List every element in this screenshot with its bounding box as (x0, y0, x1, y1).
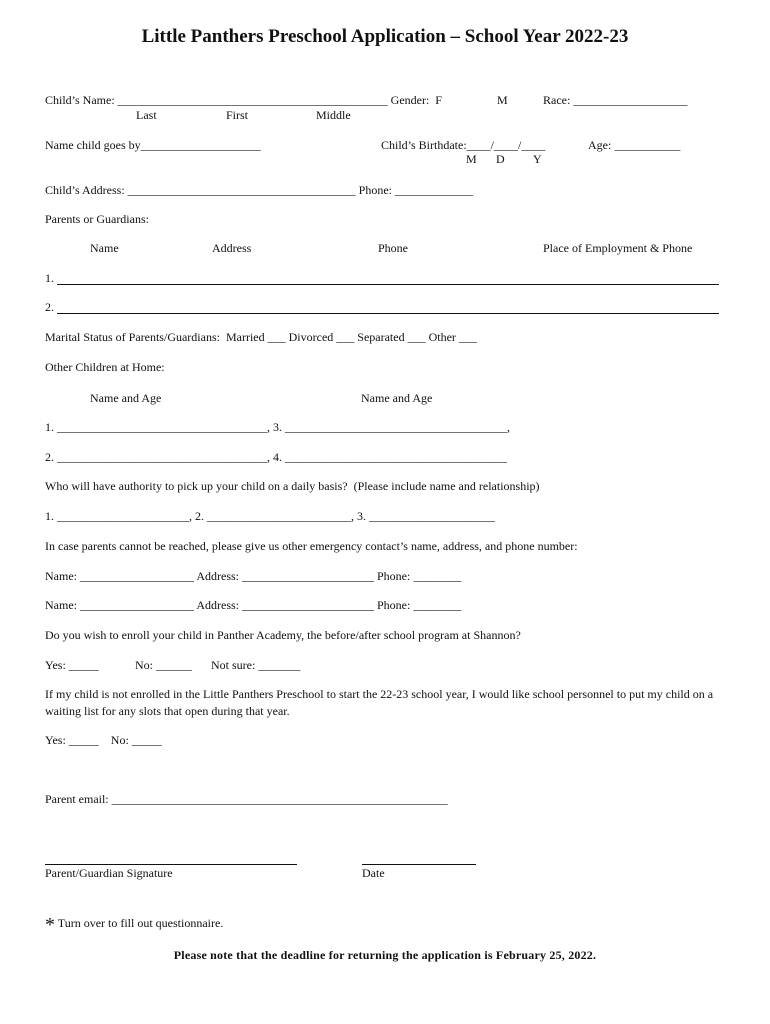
parent-1-line[interactable] (57, 284, 719, 285)
name-age-label-left: Name and Age (90, 391, 162, 405)
parent-1-label: 1. (45, 271, 57, 285)
waiting-list-yes-no[interactable]: Yes: _____ No: _____ (45, 733, 162, 747)
gender-m-option[interactable]: M (497, 93, 508, 107)
asterisk-icon: * (45, 914, 55, 936)
signature-label: Parent/Guardian Signature (45, 866, 173, 880)
academy-not-sure-field[interactable]: Not sure: _______ (211, 658, 301, 672)
column-phone: Phone (378, 241, 408, 255)
birthdate-field[interactable]: Child’s Birthdate:____/____/____ (381, 138, 546, 152)
column-employment: Place of Employment & Phone (543, 241, 693, 255)
birthdate-sublabel-month: M (466, 152, 477, 166)
turn-over-text: Turn over to fill out questionnaire. (55, 916, 224, 930)
birthdate-sublabel-day: D (496, 152, 505, 166)
deadline-note: Please note that the deadline for returning the application is February 25, 2022. (173, 948, 597, 962)
academy-no-field[interactable]: No: ______ (135, 658, 192, 672)
marital-status-field[interactable]: Marital Status of Parents/Guardians: Married ___ Divorced ___ Separated ___ Other ___ (45, 330, 477, 344)
name-age-label-right: Name and Age (361, 391, 433, 405)
date-label: Date (362, 866, 385, 880)
academy-question: Do you wish to enroll your child in Panther Academy, the before/after school program at Shannon? (45, 628, 521, 642)
signature-line[interactable] (45, 864, 297, 865)
column-name: Name (90, 241, 119, 255)
name-sublabel-middle: Middle (316, 108, 351, 122)
emergency-contact-2[interactable]: Name: ___________________ Address: ______________________ Phone: ________ (45, 598, 462, 612)
date-line[interactable] (362, 864, 476, 865)
birthdate-sublabel-year: Y (533, 152, 542, 166)
name-sublabel-first: First (226, 108, 249, 122)
other-children-heading: Other Children at Home: (45, 360, 165, 374)
parent-2-line[interactable] (57, 313, 719, 314)
name-goes-by-field[interactable]: Name child goes by____________________ (45, 138, 261, 152)
emergency-contact-1[interactable]: Name: ___________________ Address: ______________________ Phone: ________ (45, 569, 462, 583)
column-address: Address (212, 241, 252, 255)
child-address-phone-field[interactable]: Child’s Address: ______________________________________ Phone: _____________ (45, 183, 474, 197)
other-children-row-2[interactable]: 2. ___________________________________, 4. _____________________________________ (45, 450, 507, 464)
emergency-question: In case parents cannot be reached, please give us other emergency contact’s name, address, and phone number: (45, 539, 578, 553)
form-title: Little Panthers Preschool Application – School Year 2022-23 (141, 26, 629, 47)
parent-email-field[interactable]: Parent email: ________________________________________________________ (45, 792, 448, 806)
waiting-list-statement: If my child is not enrolled in the Little Panthers Preschool to start the 22-23 school year, I would like school personnel to put my child on a waiting list for any slots that open during that year. (45, 687, 714, 718)
pickup-question: Who will have authority to pick up your child on a daily basis? (Please include name and relationship) (45, 479, 540, 493)
pickup-fields[interactable]: 1. ______________________, 2. ________________________, 3. _____________________ (45, 509, 495, 523)
race-field[interactable]: Race: ___________________ (543, 93, 688, 107)
academy-yes-field[interactable]: Yes: _____ (45, 658, 99, 672)
age-field[interactable]: Age: ___________ (588, 138, 681, 152)
parent-2-label: 2. (45, 300, 57, 314)
other-children-row-1[interactable]: 1. ___________________________________, 3. _____________________________________, (45, 420, 510, 434)
turn-over-note (45, 914, 224, 936)
parents-heading: Parents or Guardians: (45, 212, 149, 226)
name-sublabel-last: Last (136, 108, 157, 122)
child-name-field[interactable]: Child’s Name: _____________________________________________ Gender: F (45, 93, 442, 107)
